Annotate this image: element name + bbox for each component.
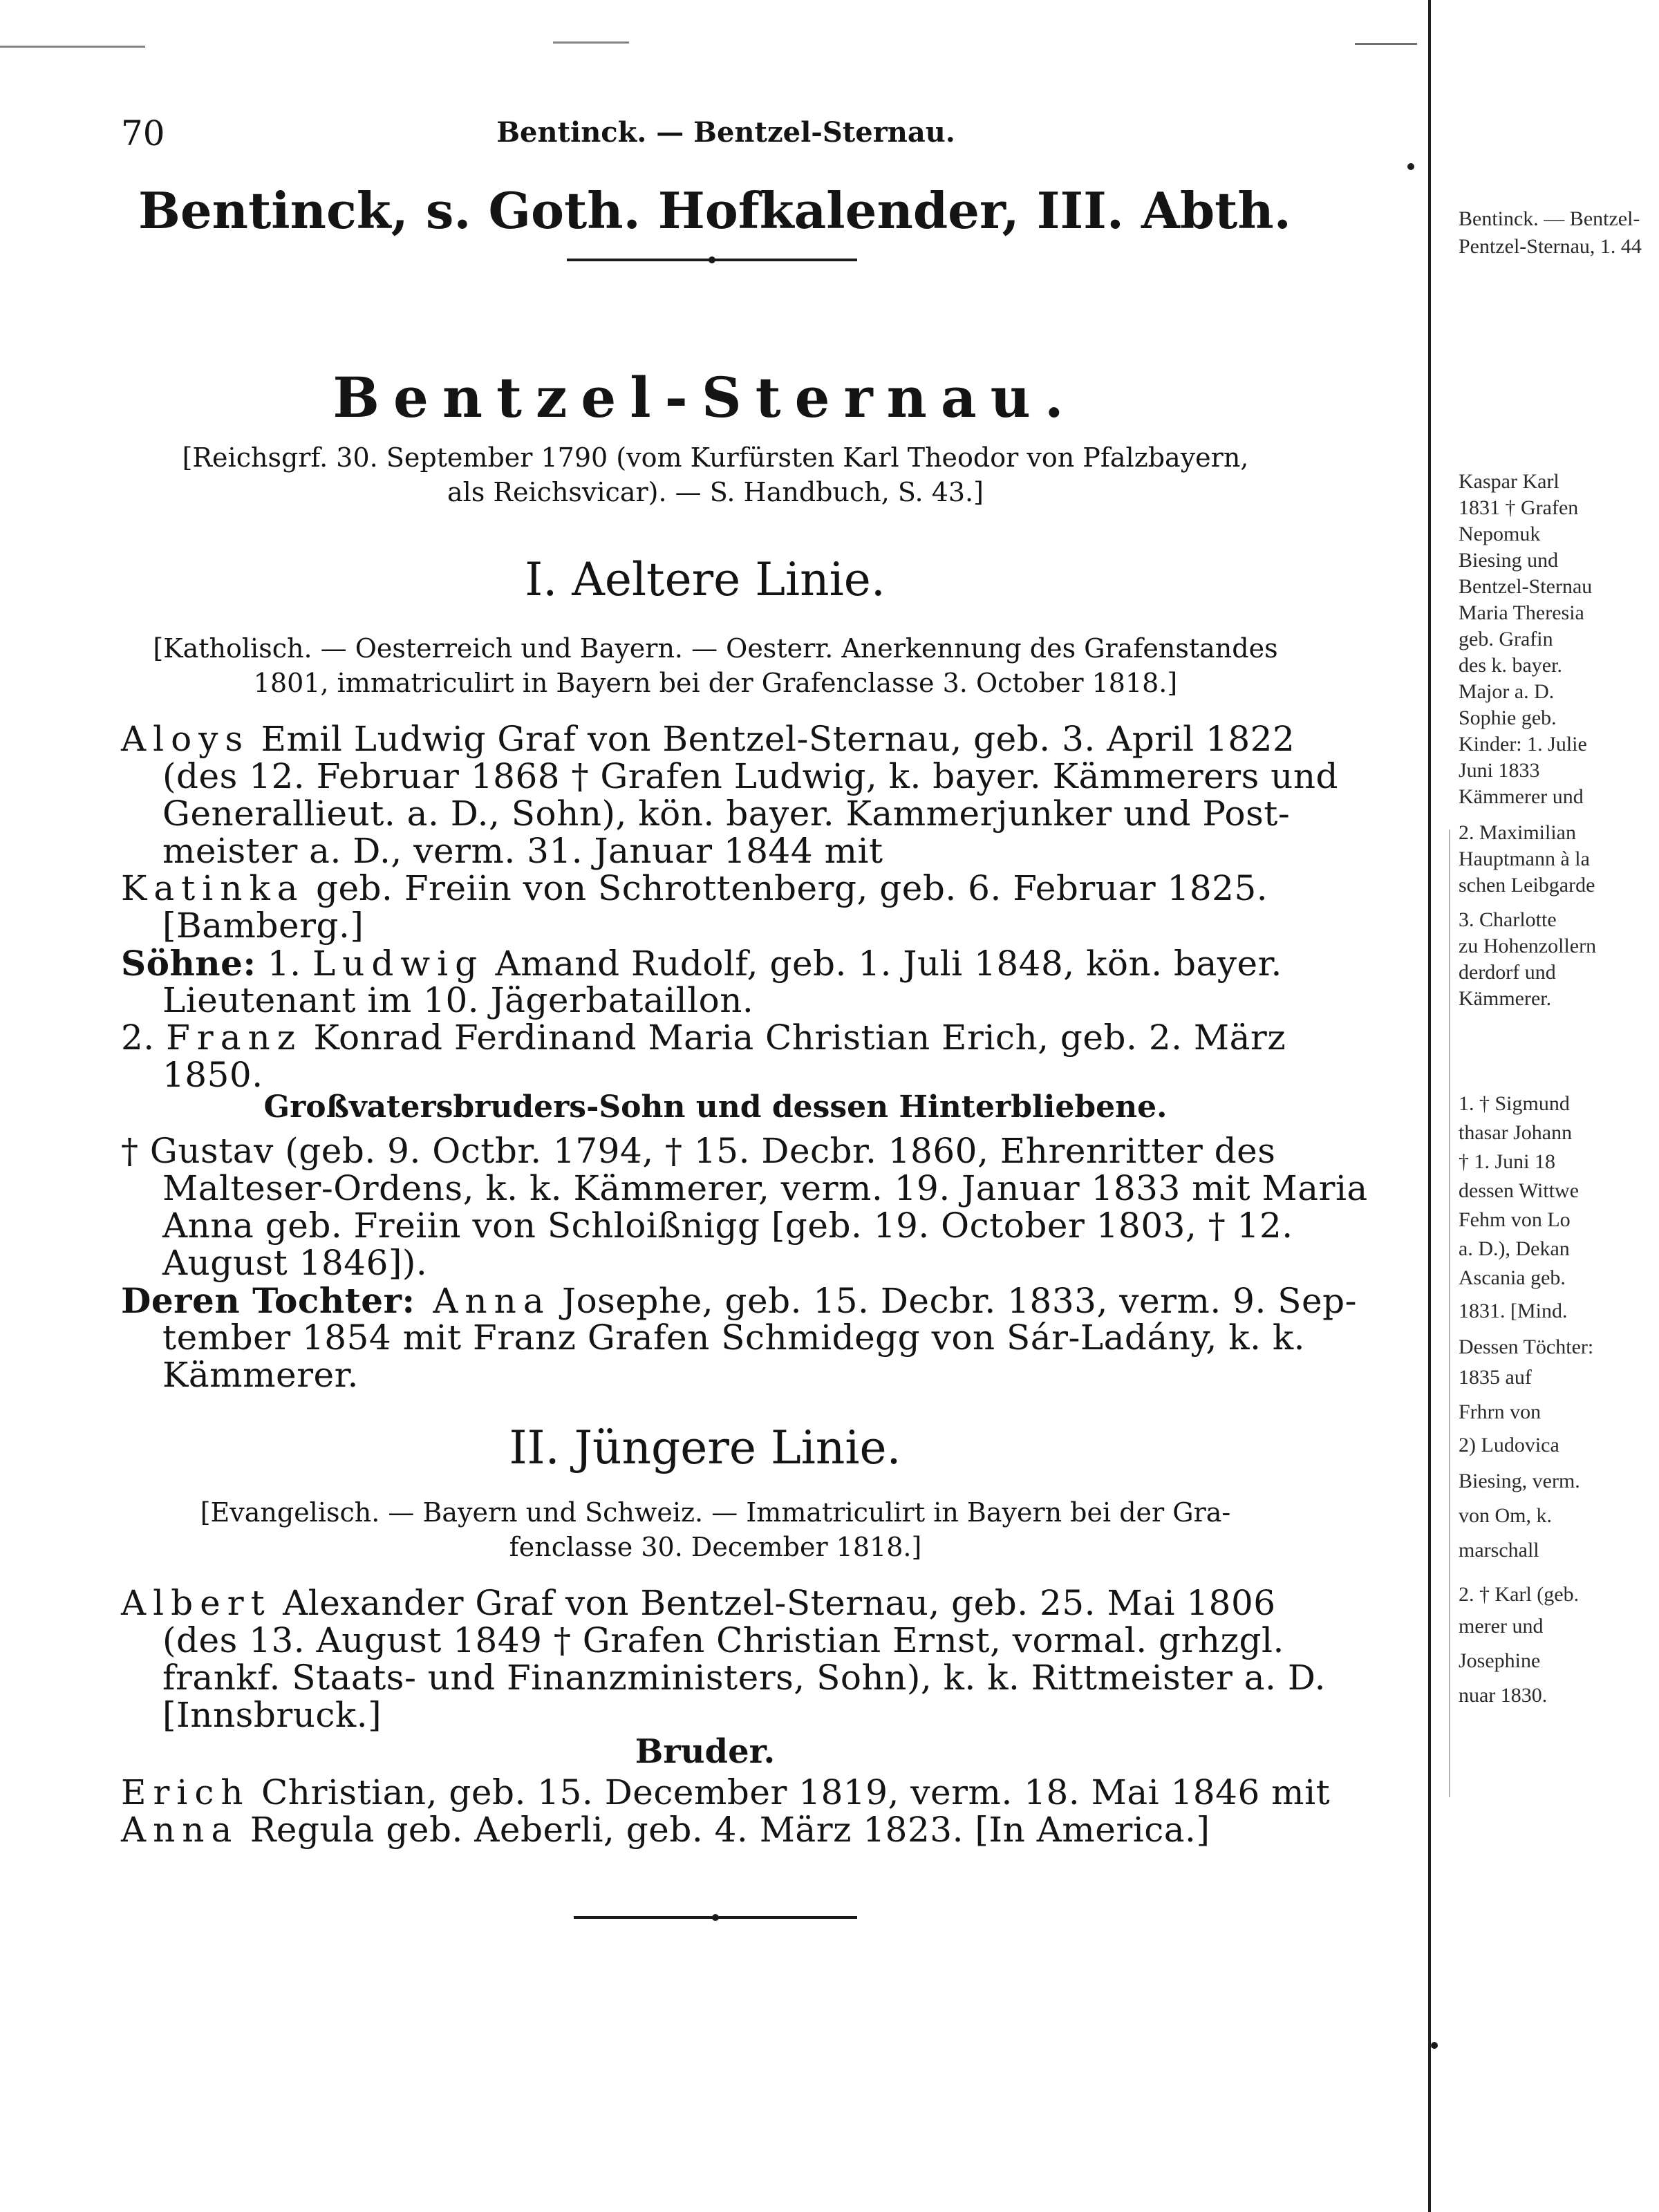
adjacent-fragment: dessen Wittwe: [1459, 1179, 1580, 1202]
adjacent-fragment: Bentinck. — Bentzel-: [1459, 207, 1640, 230]
bentinck-title: Bentinck, s. Goth. Hofkalender, III. Abth.: [138, 181, 1291, 240]
adjacent-fragment: schen Leibgarde: [1459, 874, 1595, 897]
adjacent-fragment: 1835 auf: [1459, 1366, 1532, 1389]
person-name-katinka: Katinka: [121, 868, 305, 908]
son2-entry-line-1: 2. Franz Konrad Ferdinand Maria Christian Erich, geb. 2. März: [121, 1018, 1286, 1058]
adjacent-fragment: Frhrn von: [1459, 1400, 1541, 1423]
katinka-entry-line-2: [Bamberg.]: [162, 906, 364, 946]
katinka-entry-line-1: Katinka geb. Freiin von Schrottenberg, geb. 6. Februar 1825.: [121, 868, 1268, 908]
page-gutter-shadow: [1449, 830, 1450, 1797]
gustav-entry-line-1: † Gustav (geb. 9. Octbr. 1794, † 15. Decbr. 1860, Ehrenritter des: [121, 1131, 1276, 1171]
aloys-entry-line-1: Aloys Emil Ludwig Graf von Bentzel-Sternau, geb. 3. April 1822: [121, 719, 1295, 759]
aloys-entry-line-2: (des 12. Februar 1868 † Grafen Ludwig, k. bayer. Kämmerers und: [162, 756, 1339, 796]
adjacent-fragment: Kämmerer.: [1459, 987, 1552, 1010]
adjacent-fragment: † 1. Juni 18: [1459, 1150, 1556, 1173]
adjacent-fragment: von Om, k.: [1459, 1504, 1552, 1527]
daughter-entry-line-1: Deren Tochter: Anna Josephe, geb. 15. Decbr. 1833, verm. 9. Sep-: [121, 1280, 1358, 1321]
person-name-aloys: Aloys: [121, 719, 250, 759]
adjacent-fragment: Dessen Töchter:: [1459, 1335, 1594, 1358]
erich-entry-line-1: Erich Christian, geb. 15. December 1819, verm. 18. Mai 1846 mit: [121, 1772, 1331, 1812]
adjacent-fragment: Nepomuk: [1459, 523, 1541, 545]
adjacent-fragment: marschall: [1459, 1539, 1539, 1562]
adjacent-fragment: Ascania geb.: [1459, 1266, 1566, 1289]
adjacent-fragment: Sophie geb.: [1459, 706, 1557, 729]
albert-entry-line-3: frankf. Staats- und Finanzministers, Sohn), k. k. Rittmeister a. D.: [162, 1658, 1327, 1698]
adjacent-fragment: 1831. [Mind.: [1459, 1300, 1568, 1322]
adjacent-fragment: 1. † Sigmund: [1459, 1092, 1570, 1115]
line1-note-line-1: [Katholisch. — Oesterreich und Bayern. — Oesterr. Anerkennung des Grafenstandes: [153, 633, 1278, 664]
page-gutter-line: [1428, 0, 1431, 2212]
scan-mark: [1355, 43, 1417, 45]
person-name-franz: Franz: [166, 1018, 303, 1058]
person-name-anna-josephe: Anna: [415, 1281, 551, 1321]
adjacent-fragment: 2) Ludovica: [1459, 1434, 1559, 1456]
line2-note-line-2: fenclasse 30. December 1818.]: [509, 1532, 922, 1562]
subheading-grossvatersbruder: Großvatersbruders-Sohn und dessen Hinterbliebene.: [263, 1089, 1168, 1125]
albert-entry-line-2: (des 13. August 1849 † Grafen Christian Ernst, vormal. grhzgl.: [162, 1620, 1284, 1660]
adjacent-fragment: 2. Maximilian: [1459, 821, 1576, 844]
erich-entry-line-2: Anna Regula geb. Aeberli, geb. 4. März 1823. [In America.]: [121, 1810, 1210, 1850]
albert-entry-line-1: Albert Alexander Graf von Bentzel-Sternau, geb. 25. Mai 1806: [121, 1583, 1276, 1623]
scan-speck: [1407, 163, 1414, 170]
gustav-entry-line-2: Malteser-Ordens, k. k. Kämmerer, verm. 19. Januar 1833 mit Maria: [162, 1168, 1368, 1208]
gustav-entry-line-3: Anna geb. Freiin von Schloißnigg [geb. 19. October 1803, † 12.: [162, 1206, 1293, 1246]
daughter-label: Deren Tochter:: [121, 1280, 415, 1321]
adjacent-fragment: Biesing und: [1459, 549, 1559, 572]
line1-note-line-2: 1801, immatriculirt in Bayern bei der Grafenclasse 3. October 1818.]: [253, 668, 1178, 698]
adjacent-fragment: 1831 † Grafen: [1459, 496, 1579, 519]
person-name-anna-regula: Anna: [121, 1810, 239, 1850]
adjacent-fragment: 2. † Karl (geb.: [1459, 1583, 1580, 1606]
adjacent-fragment: thasar Johann: [1459, 1121, 1573, 1144]
daughter-entry-line-3: Kämmerer.: [162, 1355, 359, 1395]
adjacent-fragment: zu Hohenzollern: [1459, 935, 1597, 957]
adjacent-fragment: a. D.), Dekan: [1459, 1237, 1570, 1260]
adjacent-fragment: Hauptmann à la: [1459, 847, 1590, 870]
family-note-line-1: [Reichsgrf. 30. September 1790 (vom Kurfürsten Karl Theodor von Pfalzbayern,: [182, 442, 1249, 473]
adjacent-fragment: Kinder: 1. Julie: [1459, 733, 1587, 756]
section-heading-juengere-linie: II. Jüngere Linie.: [509, 1421, 901, 1474]
adjacent-fragment: 3. Charlotte: [1459, 908, 1557, 931]
family-title: Bentzel-Sternau.: [332, 365, 1078, 430]
running-title: Bentinck. — Bentzel-Sternau.: [496, 116, 955, 149]
adjacent-fragment: Major a. D.: [1459, 680, 1555, 703]
daughter-entry-line-2: tember 1854 mit Franz Grafen Schmidegg von Sár-Ladány, k. k.: [162, 1318, 1306, 1358]
adjacent-fragment: nuar 1830.: [1459, 1684, 1548, 1707]
adjacent-fragment: Pentzel-Sternau, 1. 44: [1459, 235, 1642, 258]
adjacent-fragment: derdorf und: [1459, 961, 1556, 984]
person-name-erich: Erich: [121, 1772, 250, 1812]
adjacent-fragment: des k. bayer.: [1459, 654, 1562, 677]
son2-entry-line-2: 1850.: [162, 1055, 263, 1095]
subheading-bruder: Bruder.: [635, 1732, 776, 1771]
adjacent-fragment: merer und: [1459, 1615, 1544, 1638]
sons-label: Söhne:: [121, 943, 256, 984]
scan-speck: [1431, 2042, 1438, 2049]
line2-note-line-1: [Evangelisch. — Bayern und Schweiz. — Immatriculirt in Bayern bei der Gra-: [200, 1497, 1231, 1528]
section-heading-aeltere-linie: I. Aeltere Linie.: [525, 553, 885, 606]
adjacent-fragment: Kämmerer und: [1459, 785, 1584, 808]
person-name-ludwig: Ludwig: [312, 944, 485, 984]
gustav-entry-line-4: August 1846]).: [162, 1243, 428, 1283]
scan-mark: [0, 46, 145, 48]
person-name-albert: Albert: [121, 1583, 272, 1623]
scan-mark: [553, 41, 629, 44]
adjacent-fragment: Fehm von Lo: [1459, 1208, 1571, 1231]
adjacent-fragment: Biesing, verm.: [1459, 1470, 1580, 1492]
adjacent-fragment: geb. Grafin: [1459, 628, 1553, 650]
aloys-entry-line-3: Generallieut. a. D., Sohn), kön. bayer. Kammerjunker und Post-: [162, 794, 1291, 834]
aloys-entry-line-4: meister a. D., verm. 31. Januar 1844 mit: [162, 831, 883, 871]
adjacent-fragment: Maria Theresia: [1459, 601, 1584, 624]
adjacent-fragment: Juni 1833: [1459, 759, 1540, 782]
sons-entry-line-1: Söhne: 1. Ludwig Amand Rudolf, geb. 1. Juli 1848, kön. bayer.: [121, 943, 1282, 984]
adjacent-fragment: Kaspar Karl: [1459, 470, 1559, 493]
adjacent-fragment: Josephine: [1459, 1649, 1541, 1672]
page-number: 70: [121, 113, 165, 153]
albert-entry-line-4: [Innsbruck.]: [162, 1695, 382, 1735]
family-note-line-2: als Reichsvicar). — S. Handbuch, S. 43.]: [447, 477, 984, 507]
adjacent-fragment: Bentzel-Sternau: [1459, 575, 1593, 598]
sons-entry-line-2: Lieutenant im 10. Jägerbataillon.: [162, 980, 754, 1020]
